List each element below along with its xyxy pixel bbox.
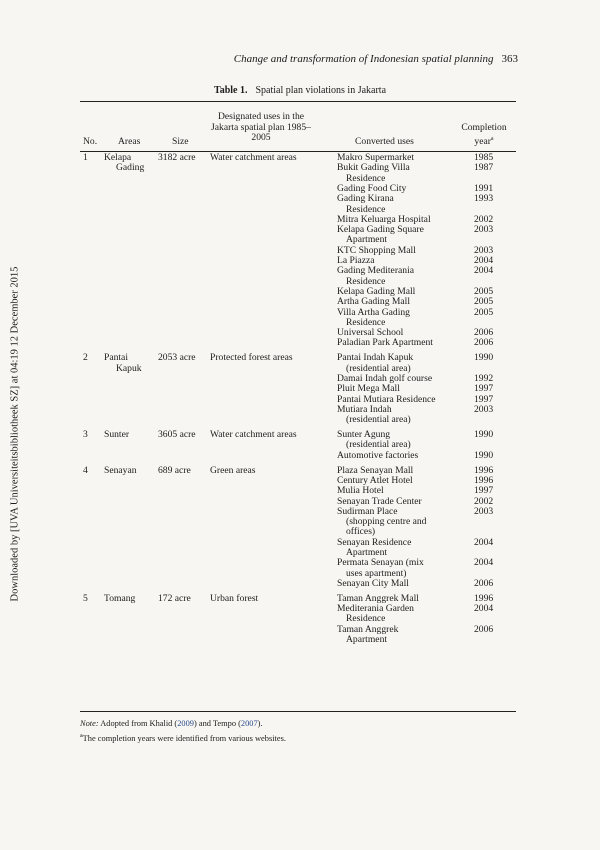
table-bottom-rule <box>80 711 516 712</box>
converted-use: Mulia Hotel <box>337 485 384 497</box>
converted-use: offices) <box>346 526 376 538</box>
designated-use: Protected forest areas <box>210 352 293 364</box>
designated-use: Water catchment areas <box>210 429 297 441</box>
row-number: 2 <box>83 352 88 364</box>
completion-year: 2005 <box>474 296 494 308</box>
converted-use: Permata Senayan (mix <box>337 557 424 569</box>
area-name: Sunter <box>104 429 130 441</box>
converted-use: (residential area) <box>346 362 411 374</box>
converted-use: Residence <box>346 275 386 287</box>
completion-year: 1991 <box>474 182 494 194</box>
converted-use: Pantai Indah Kapuk <box>337 352 414 364</box>
converted-use: Taman Anggrek Mall <box>337 592 419 604</box>
converted-use: Plaza Senayan Mall <box>337 464 414 476</box>
row-number: 1 <box>83 152 88 163</box>
converted-use: Mutiara Indah <box>337 403 392 415</box>
converted-use: Century Atlet Hotel <box>337 474 413 486</box>
converted-use: Sunter Agung <box>337 429 391 441</box>
converted-use: Residence <box>346 203 386 215</box>
area-name: Senayan <box>104 464 137 476</box>
table-caption <box>0 85 600 96</box>
converted-use: Artha Gading Mall <box>337 296 411 308</box>
completion-year: 2002 <box>474 213 494 225</box>
completion-year: 2003 <box>474 244 494 256</box>
download-note: Downloaded by [UVA Universiteitsbibliotheek SZ] at 04:19 12 December 2015 <box>9 266 21 602</box>
col-header-designated: Designated uses in the Jakarta spatial plan 1985– 2005 <box>211 111 311 143</box>
designated-use: Water catchment areas <box>210 152 297 163</box>
completion-year: 1990 <box>474 429 494 441</box>
converted-use: KTC Shopping Mall <box>337 244 416 256</box>
row-number: 5 <box>83 592 88 604</box>
completion-year: 1996 <box>474 474 494 486</box>
converted-use: Universal School <box>337 327 404 339</box>
converted-use: Mediterania Garden <box>337 603 414 615</box>
completion-year: 1997 <box>474 383 494 395</box>
converted-use: Senayan Residence <box>337 536 412 548</box>
area-size: 689 acre <box>158 464 191 476</box>
page-number: 363 <box>501 53 518 65</box>
running-title: Change and transformation of Indonesian spatial planning <box>233 53 494 65</box>
col-header-no: No. <box>83 136 98 147</box>
converted-use: Mitra Keluarga Hospital <box>337 213 431 225</box>
converted-use: Residence <box>346 316 386 328</box>
reference-link[interactable]: 2007 <box>240 719 258 728</box>
footnote: $^a$The completion years were identified from various websites. <box>80 733 286 743</box>
converted-use: (residential area) <box>346 414 411 426</box>
row-number: 3 <box>83 429 88 441</box>
completion-year: 2006 <box>474 623 494 635</box>
completion-year: 1992 <box>474 372 494 384</box>
area-name: Gading <box>116 162 145 174</box>
converted-use: Villa Artha Gading <box>337 306 410 318</box>
reference-link[interactable]: 2009 <box>177 719 194 728</box>
completion-year: 1990 <box>474 449 494 461</box>
converted-use: Apartment <box>346 634 388 646</box>
converted-use: Senayan Trade Center <box>337 495 422 507</box>
converted-use: (shopping centre and <box>346 516 427 528</box>
row-number: 4 <box>83 464 88 476</box>
converted-use: Residence <box>346 172 386 184</box>
converted-use: Pantai Mutiara Residence <box>337 393 436 405</box>
completion-year: 1990 <box>474 352 494 364</box>
converted-use: (residential area) <box>346 439 411 451</box>
download-watermark <box>4 244 26 624</box>
completion-year: 1997 <box>474 393 494 405</box>
completion-year: 2003 <box>474 505 494 517</box>
completion-year: 1993 <box>474 193 494 205</box>
area-size: 172 acre <box>158 592 191 604</box>
source-note: Note: Adopted from Khalid (2009) and Tempo (2007). <box>80 719 263 728</box>
table-notes <box>80 718 286 745</box>
designated-use: Green areas <box>210 464 256 476</box>
converted-use: Gading Mediterania <box>337 265 414 277</box>
converted-use: Paladian Park Apartment <box>337 337 433 349</box>
completion-year: 2005 <box>474 285 494 297</box>
converted-use: Pluit Mega Mall <box>337 383 400 395</box>
completion-year: 1987 <box>474 162 494 174</box>
completion-year: 2005 <box>474 306 494 318</box>
running-header <box>0 53 518 65</box>
col-header-converted: Converted uses <box>355 136 414 147</box>
completion-year: 2004 <box>474 603 494 615</box>
converted-use: Apartment <box>346 234 388 246</box>
converted-use: Sudirman Place <box>337 505 398 517</box>
converted-use: Makro Supermarket <box>337 152 414 163</box>
completion-year: 2003 <box>474 224 494 236</box>
completion-year: 2004 <box>474 255 494 266</box>
area-name: Pantai <box>104 352 128 364</box>
converted-use: uses apartment) <box>346 567 407 579</box>
area-name: Kelapa <box>104 152 132 163</box>
col-header-completion: Completion year$^a$ <box>461 122 507 147</box>
converted-use: Kelapa Gading Mall <box>337 285 416 297</box>
col-header-areas: Areas <box>118 136 141 147</box>
designated-use: Urban forest <box>210 592 259 604</box>
converted-use: La Piazza <box>337 255 375 266</box>
converted-use: Apartment <box>346 547 388 558</box>
converted-use: Residence <box>346 613 386 625</box>
converted-use: Automotive factories <box>337 449 419 461</box>
completion-year: 2004 <box>474 265 494 277</box>
table-title: Spatial plan violations in Jakarta <box>255 85 387 96</box>
completion-year: 2006 <box>474 577 494 589</box>
converted-use: Kelapa Gading Square <box>337 224 424 236</box>
area-size: 2053 acre <box>158 352 196 364</box>
area-size: 3182 acre <box>158 152 196 163</box>
col-header-size: Size <box>172 136 189 147</box>
completion-year: 2002 <box>474 495 494 507</box>
converted-use: Gading Food City <box>337 182 407 194</box>
completion-year: 2006 <box>474 337 494 349</box>
completion-year: 2004 <box>474 557 494 569</box>
area-name: Kapuk <box>116 362 142 374</box>
completion-year: 1985 <box>474 152 494 163</box>
converted-use: Damai Indah golf course <box>337 372 433 384</box>
table-label: Table 1. <box>213 85 248 96</box>
completion-year: 1997 <box>474 485 494 497</box>
completion-year: 2004 <box>474 536 494 548</box>
area-name: Tomang <box>104 592 136 604</box>
converted-use: Gading Kirana <box>337 193 394 205</box>
converted-use: Bukit Gading Villa <box>337 162 410 174</box>
converted-use: Taman Anggrek <box>337 623 399 635</box>
completion-year: 1996 <box>474 592 494 604</box>
table-top-rule <box>80 101 516 102</box>
completion-year: 1996 <box>474 464 494 476</box>
area-size: 3605 acre <box>158 429 196 441</box>
completion-year: 2003 <box>474 403 494 415</box>
completion-year: 2006 <box>474 327 494 339</box>
table-header-rule <box>80 151 516 152</box>
converted-use: Senayan City Mall <box>337 577 409 589</box>
